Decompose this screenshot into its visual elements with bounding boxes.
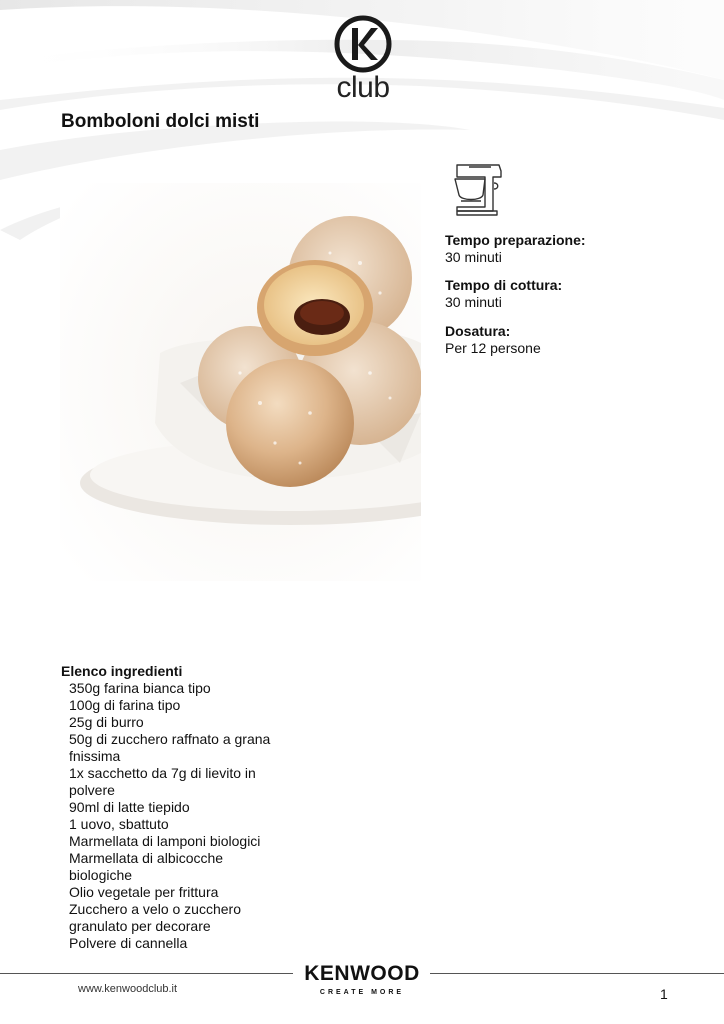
stand-mixer-icon xyxy=(447,157,509,219)
ingredient-item: Zucchero a velo o zucchero granulato per decorare xyxy=(69,901,241,934)
recipe-photo xyxy=(60,183,421,581)
website-link[interactable]: www.kenwoodclub.it xyxy=(78,983,178,995)
k-logo-icon xyxy=(318,14,408,74)
footer-divider-left xyxy=(0,973,293,974)
ingredients-heading: Elenco ingredienti xyxy=(61,663,183,679)
ingredient-item: Polvere di cannella xyxy=(69,935,188,951)
ingredient-item: 25g di burro xyxy=(69,714,144,730)
cook-time-label: Tempo di cottura: xyxy=(445,277,563,293)
servings-label: Dosatura: xyxy=(445,323,511,339)
k-club-logo xyxy=(318,14,408,106)
ingredient-item: Olio vegetale per frittura xyxy=(69,884,219,900)
cook-time-block xyxy=(445,277,562,311)
ingredient-item: Marmellata di lamponi biologici xyxy=(69,833,261,849)
recipe-title: Bomboloni dolci misti xyxy=(61,111,260,132)
kenwood-logo xyxy=(300,963,424,998)
ingredient-item: Marmellata di albicocche biologiche xyxy=(69,850,224,883)
logo-club-text: club xyxy=(336,71,390,104)
brand-tagline: CREATE MORE xyxy=(319,989,405,996)
prep-time-value: 30 minuti xyxy=(445,249,502,265)
footer-divider-right xyxy=(430,973,724,974)
ingredients-list xyxy=(61,680,361,952)
ingredient-item: 1x sacchetto da 7g di lievito in polvere xyxy=(69,765,256,798)
prep-time-block xyxy=(445,232,586,266)
cook-time-value: 30 minuti xyxy=(445,294,502,310)
ingredients-section xyxy=(61,663,361,952)
ingredient-item: 50g di zucchero raffnato a grana fnissima xyxy=(69,731,271,764)
page-number: 1 xyxy=(660,986,668,1002)
brand-name: KENWOOD xyxy=(304,962,420,985)
ingredient-item: 350g farina bianca tipo xyxy=(69,680,211,696)
ingredient-item: 1 uovo, sbattuto xyxy=(69,816,169,832)
ingredient-item: 100g di farina tipo xyxy=(69,697,181,713)
prep-time-label: Tempo preparazione: xyxy=(445,232,586,248)
servings-block xyxy=(445,323,541,357)
servings-value: Per 12 persone xyxy=(445,340,541,356)
ingredient-item: 90ml di latte tiepido xyxy=(69,799,190,815)
